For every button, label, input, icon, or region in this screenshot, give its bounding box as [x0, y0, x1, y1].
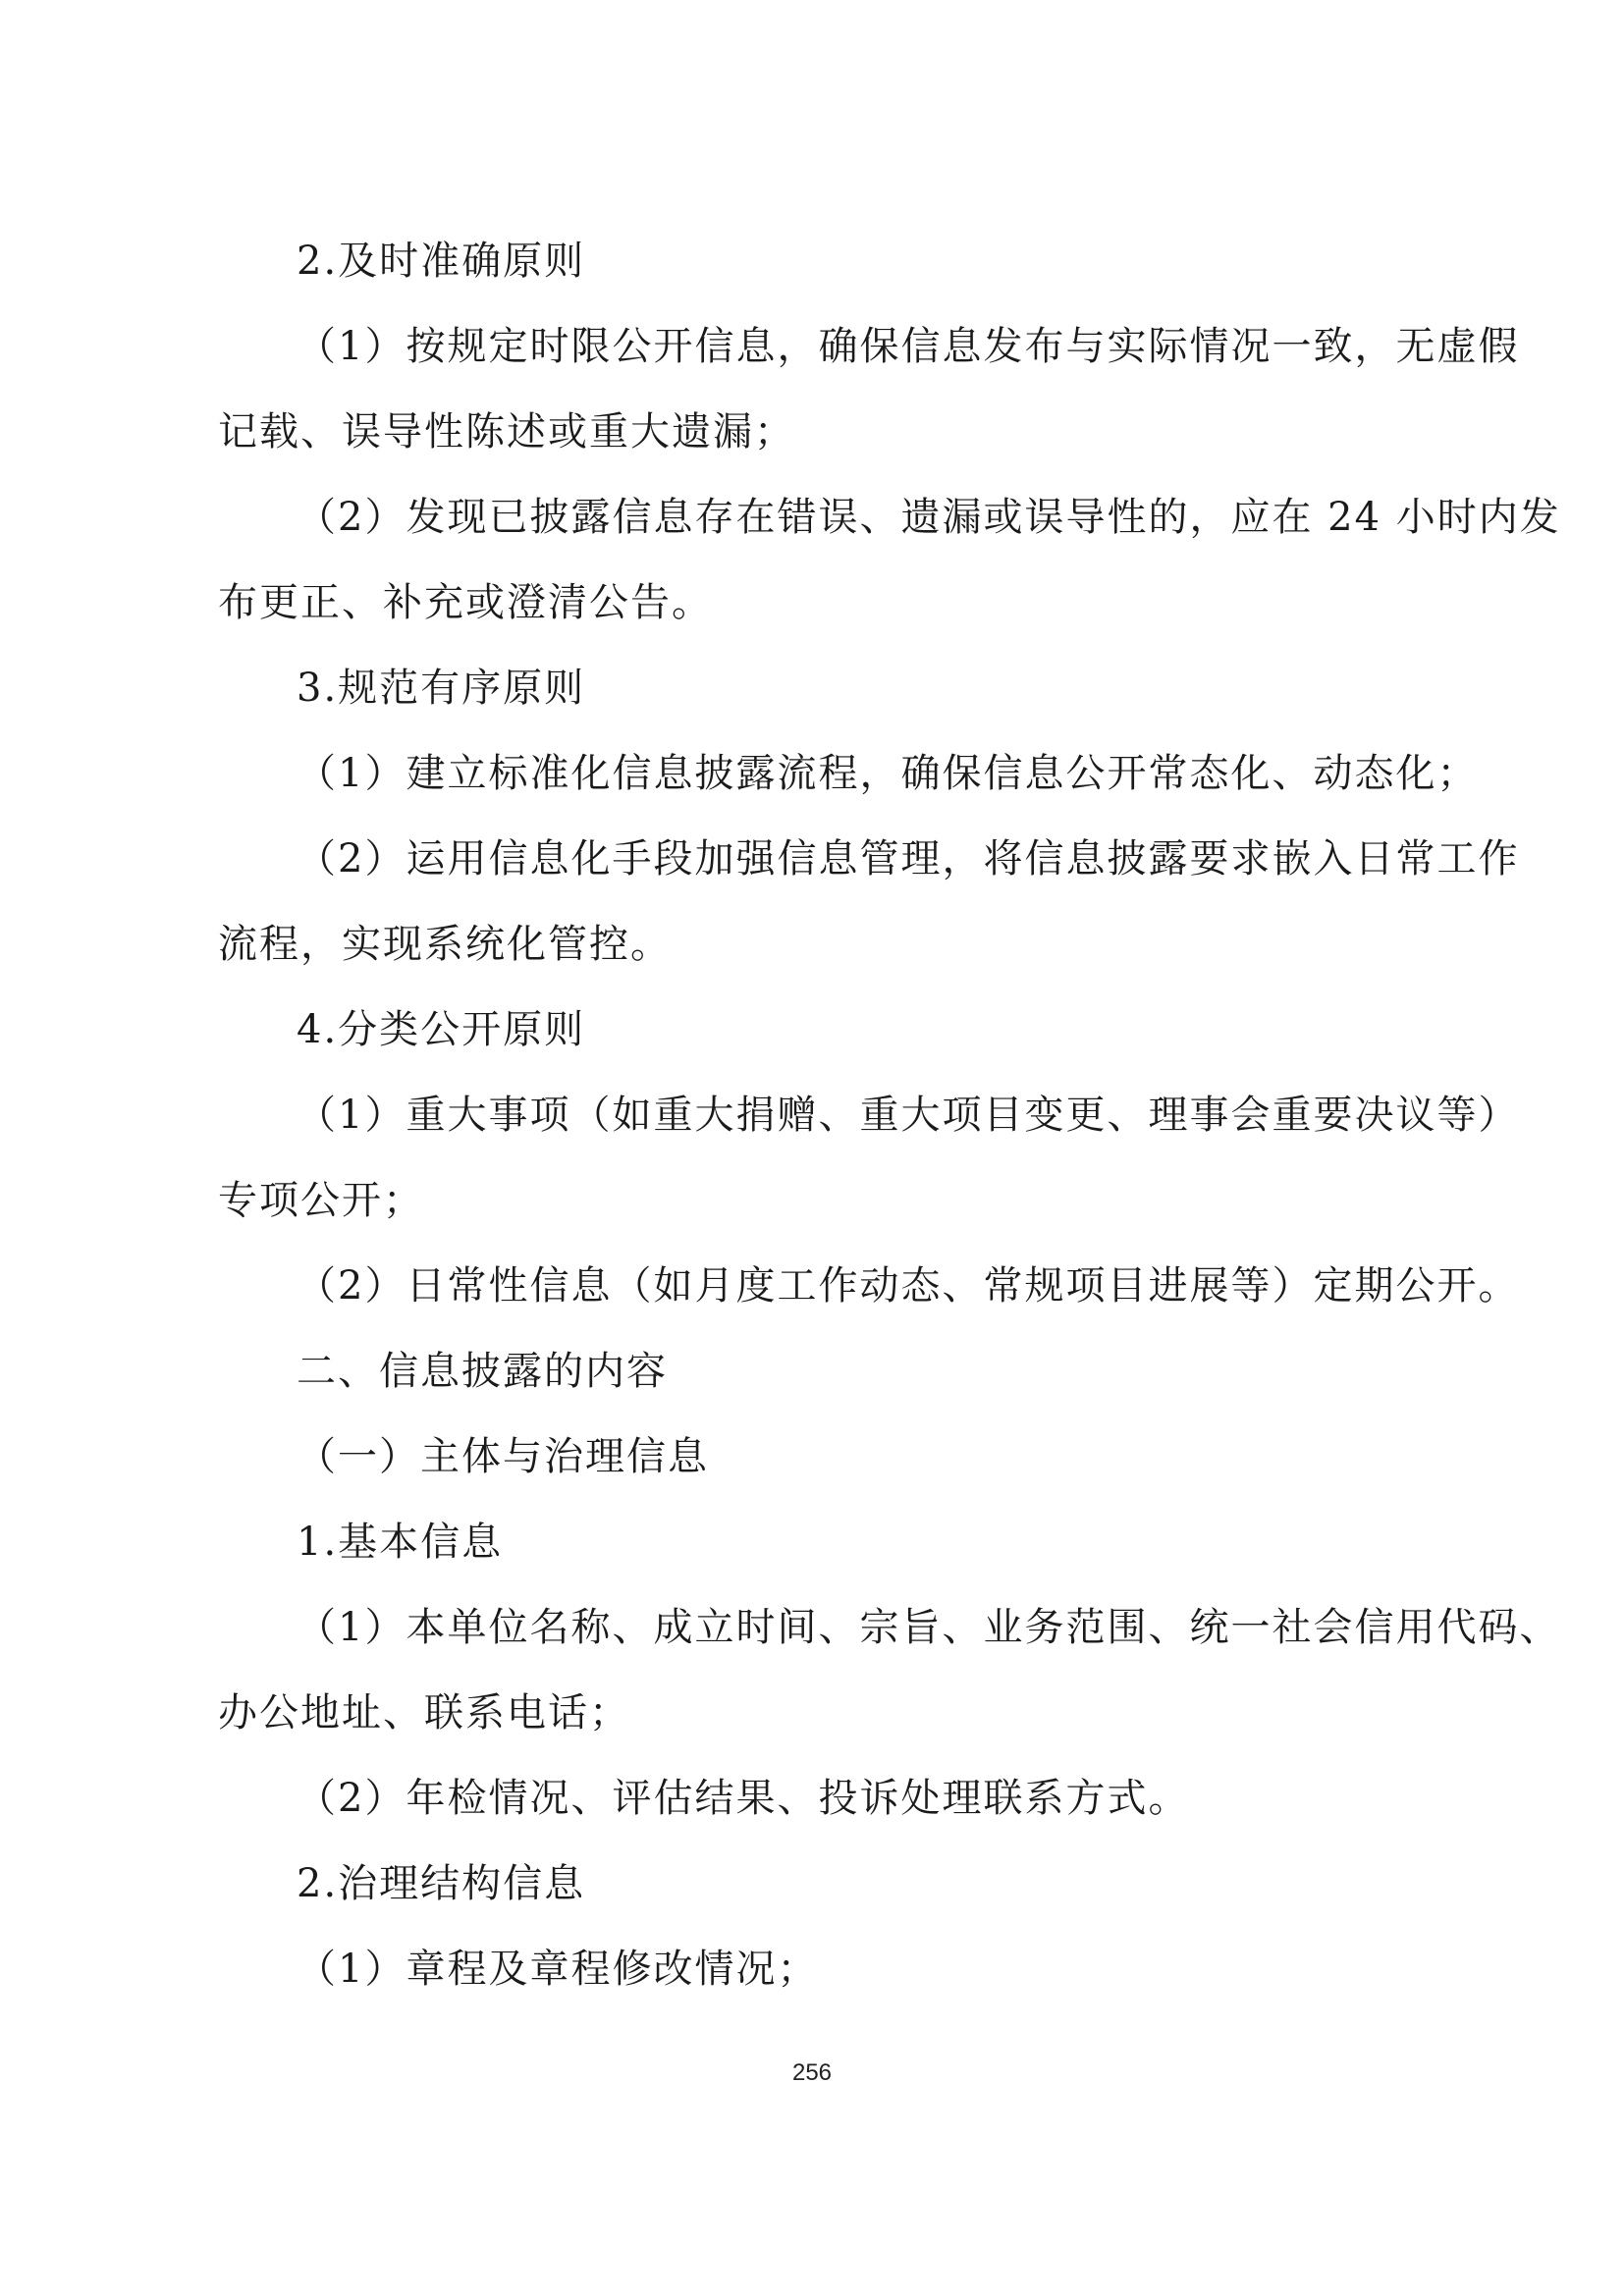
paragraph-line: 专项公开； — [218, 1178, 424, 1223]
section-heading-governance-structure: 2.治理结构信息 — [297, 1861, 586, 1906]
paragraph-line: 记载、误导性陈述或重大遗漏； — [218, 409, 795, 454]
paragraph-line: （2）运用信息化手段加强信息管理，将信息披露要求嵌入日常工作 — [297, 836, 1520, 881]
paragraph-line: 办公地址、联系电话； — [218, 1690, 630, 1735]
page-number: 256 — [791, 2059, 833, 2086]
paragraph-line: （1）重大事项（如重大捐赠、重大项目变更、理事会重要决议等） — [297, 1093, 1520, 1138]
paragraph-line: （1）章程及章程修改情况； — [297, 1947, 819, 1992]
paragraph-line: （2）年检情况、评估结果、投诉处理联系方式。 — [297, 1776, 1190, 1821]
subsection-heading-entity-governance: （一）主体与治理信息 — [297, 1434, 709, 1479]
paragraph-line: （2）日常性信息（如月度工作动态、常规项目进展等）定期公开。 — [297, 1263, 1520, 1308]
section-heading-classified-disclosure: 4.分类公开原则 — [297, 1007, 586, 1052]
paragraph-line: （1）建立标准化信息披露流程，确保信息公开常态化、动态化； — [297, 751, 1479, 796]
paragraph-line: 流程，实现系统化管控。 — [218, 922, 672, 967]
chapter-heading-disclosure-content: 二、信息披露的内容 — [297, 1349, 668, 1394]
section-heading-basic-info: 1.基本信息 — [297, 1520, 504, 1565]
paragraph-line: （2）发现已披露信息存在错误、遗漏或误导性的，应在 24 小时内发 — [297, 495, 1561, 540]
paragraph-line: （1）本单位名称、成立时间、宗旨、业务范围、统一社会信用代码、 — [297, 1605, 1561, 1650]
paragraph-line: 布更正、补充或澄清公告。 — [218, 580, 713, 625]
section-heading-standardized-orderly: 3.规范有序原则 — [297, 666, 586, 711]
section-heading-timely-accurate: 2.及时准确原则 — [297, 239, 586, 284]
paragraph-line: （1）按规定时限公开信息，确保信息发布与实际情况一致，无虚假 — [297, 324, 1520, 369]
